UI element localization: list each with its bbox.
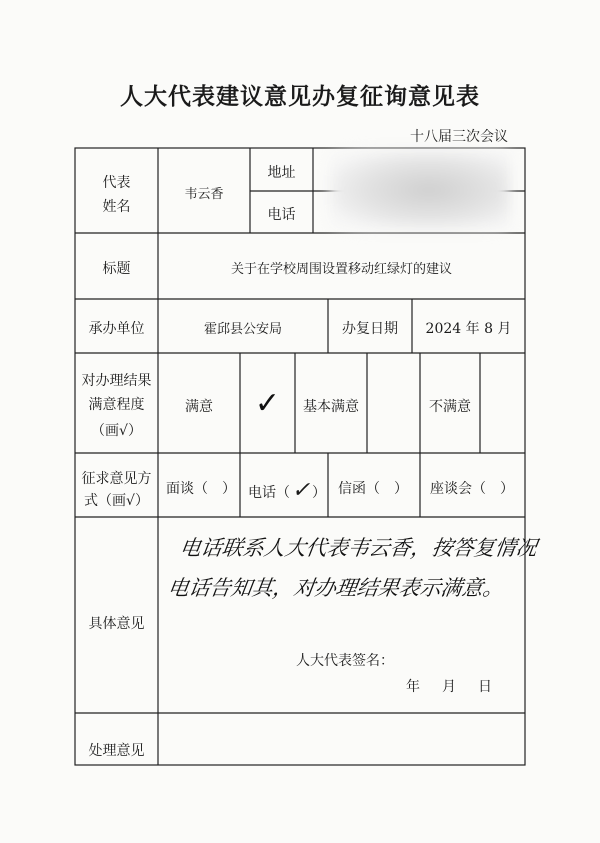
signature-label: 人大代表签名： <box>296 653 394 669</box>
unsatisfied-option: 不满意 <box>429 399 471 415</box>
opinion-label: 具体意见 <box>88 616 145 632</box>
address-label: 地址 <box>267 165 296 181</box>
handling-unit-value: 霍邱县公安局 <box>203 322 282 337</box>
handling-unit-label: 承办单位 <box>88 321 145 337</box>
redacted-contact-info <box>330 150 510 230</box>
phone-method-option <box>248 478 326 503</box>
interview-option: 面谈（ ） <box>166 481 236 497</box>
form-title: 人大代表建议意见办复征询意见表 <box>120 83 480 110</box>
satisfaction-label-line2: 满意程度 <box>88 397 145 413</box>
date-year-label: 年 <box>406 679 420 695</box>
handwritten-opinion-line1: 电话联系人大代表韦云香，按答复情况 <box>178 536 539 560</box>
representative-name: 韦云香 <box>184 187 224 202</box>
satisfied-option: 满意 <box>185 399 213 415</box>
date-day-label: 日 <box>478 679 492 695</box>
meeting-option: 座谈会（ ） <box>430 481 514 497</box>
letter-option: 信函（ ） <box>338 481 408 497</box>
representative-label-line1: 代表 <box>102 175 131 191</box>
reply-date-value: 2024 年 8 月 <box>425 321 512 337</box>
basic-satisfied-option: 基本满意 <box>303 399 359 415</box>
subject-label: 标题 <box>102 261 131 277</box>
phone-method-check: ✓ <box>291 478 311 503</box>
satisfied-check-mark: ✓ <box>254 386 281 421</box>
subject-value: 关于在学校周围设置移动红绿灯的建议 <box>230 262 452 277</box>
session-label: 十八届三次会议 <box>410 129 508 145</box>
phone-label: 电话 <box>267 207 296 223</box>
method-label-line1: 征求意见方 <box>81 471 152 487</box>
satisfaction-label-line3: （画√） <box>91 423 142 439</box>
method-label-line2: 式（画√） <box>84 493 149 509</box>
date-month-label: 月 <box>442 679 456 695</box>
phone-method-text: 电话（ <box>248 485 290 501</box>
representative-label-line2: 姓名 <box>102 199 131 215</box>
phone-method-close: ） <box>312 485 326 501</box>
handwritten-opinion-line2: 电话告知其，对办理结果表示满意。 <box>166 576 506 600</box>
reply-date-label: 办复日期 <box>342 321 398 337</box>
satisfaction-label-line1: 对办理结果 <box>81 373 152 389</box>
processing-label: 处理意见 <box>88 743 145 759</box>
